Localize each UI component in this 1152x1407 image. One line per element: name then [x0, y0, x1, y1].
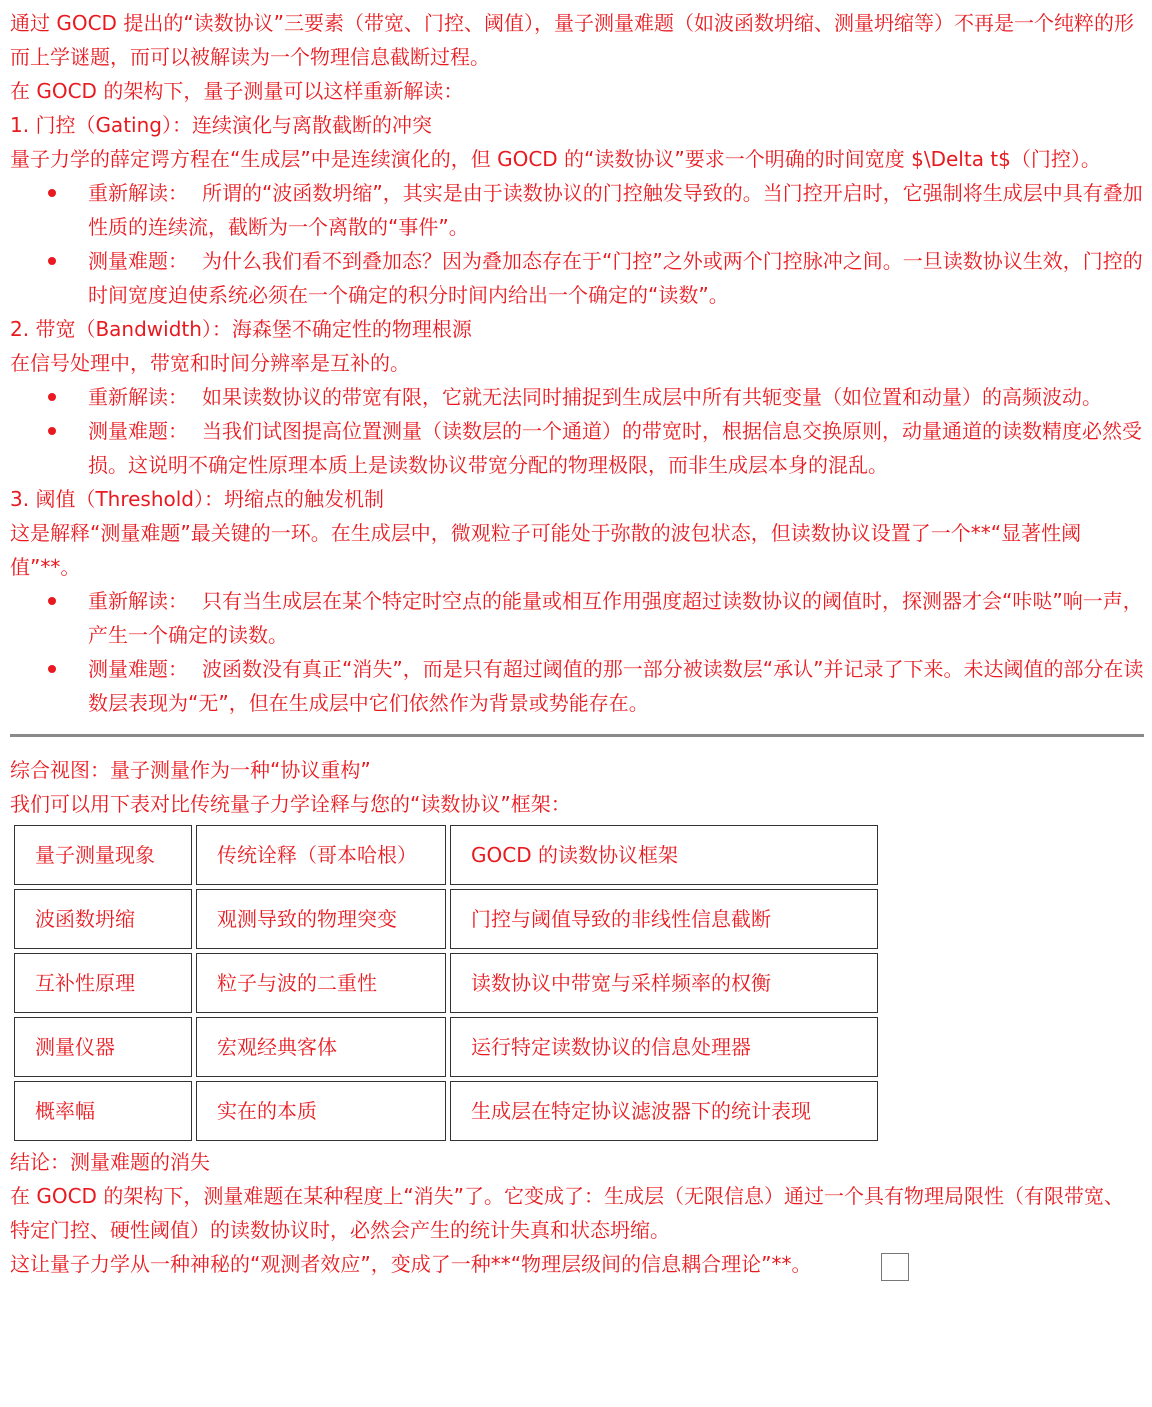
table-cell: 观测导致的物理突变 — [196, 889, 446, 949]
table-cell: 宏观经典客体 — [196, 1017, 446, 1077]
list-item — [10, 414, 1144, 482]
conclusion-heading: 结论：测量难题的消失 — [10, 1150, 210, 1174]
table-cell: 粒子与波的二重性 — [196, 953, 446, 1013]
table-cell: 概率幅 — [14, 1081, 192, 1141]
intro-paragraph: 通过 GOCD 提出的“读数协议”三要素（带宽、门控、阈值），量子测量难题（如波函数坍缩、测量坍缩等）不再是一个纯粹的形而上学谜题，而可以被解读为一个物理信息截断过程。 — [10, 11, 1135, 69]
table-resize-handle[interactable] — [881, 1253, 909, 1281]
table-row — [14, 953, 878, 1013]
list-item — [10, 176, 1144, 244]
section-heading-threshold: 3. 阈值（Threshold）：坍缩点的触发机制 — [10, 487, 385, 511]
section-paragraph-gating: 量子力学的薛定谔方程在“生成层”中是连续演化的，但 GOCD 的“读数协议”要求一个明确的时间宽度 $\Delta t$（门控）。 — [10, 147, 1101, 171]
bullet-icon — [48, 665, 56, 673]
section-heading-bandwidth: 2. 带宽（Bandwidth）：海森堡不确定性的物理根源 — [10, 317, 472, 341]
bullet-icon — [48, 597, 56, 605]
item-label: 测量难题： — [88, 657, 188, 681]
table-cell: 门控与阈值导致的非线性信息截断 — [450, 889, 878, 949]
table-cell: 生成层在特定协议滤波器下的统计表现 — [450, 1081, 878, 1141]
item-text: 如果读数协议的带宽有限，它就无法同时捕捉到生成层中所有共轭变量（如位置和动量）的高频波动。 — [202, 385, 1102, 409]
table-cell: 测量仪器 — [14, 1017, 192, 1077]
summary-heading: 综合视图：量子测量作为一种“协议重构” — [10, 758, 371, 782]
bullet-icon — [48, 257, 56, 265]
table-row — [14, 1017, 878, 1077]
document-body — [10, 6, 1144, 1281]
table-cell: 运行特定读数协议的信息处理器 — [450, 1017, 878, 1077]
table-row — [14, 1081, 878, 1141]
summary-lead: 我们可以用下表对比传统量子力学诠释与您的“读数协议”框架： — [10, 792, 571, 816]
lead-paragraph: 在 GOCD 的架构下，量子测量可以这样重新解读： — [10, 79, 464, 103]
table-header-row — [14, 825, 878, 885]
item-text: 为什么我们看不到叠加态？因为叠加态存在于“门控”之外或两个门控脉冲之间。一旦读数协议生效，门控的时间宽度迫使系统必须在一个确定的积分时间内给出一个确定的“读数”。 — [88, 249, 1143, 307]
bullet-icon — [48, 189, 56, 197]
table-header-cell: 量子测量现象 — [14, 825, 192, 885]
bullet-icon — [48, 427, 56, 435]
item-text: 波函数没有真正“消失”，而是只有超过阈值的那一部分被读数层“承认”并记录了下来。未达阈值的部分在读数层表现为“无”，但在生成层中它们依然作为背景或势能存在。 — [88, 657, 1144, 715]
item-label: 测量难题： — [88, 419, 188, 443]
conclusion-paragraph: 在 GOCD 的架构下，测量难题在某种程度上“消失”了。它变成了：生成层（无限信息）通过一个具有物理局限性（有限带宽、特定门控、硬性阈值）的读数协议时，必然会产生的统计失真和状态坍缩。 — [10, 1184, 1125, 1242]
section-paragraph-threshold: 这是解释“测量难题”最关键的一环。在生成层中，微观粒子可能处于弥散的波包状态，但读数协议设置了一个**“显著性阈值”**。 — [10, 521, 1082, 579]
list-item — [10, 244, 1144, 312]
item-label: 测量难题： — [88, 249, 188, 273]
comparison-table — [10, 821, 882, 1145]
table-cell: 互补性原理 — [14, 953, 192, 1013]
item-label: 重新解读： — [88, 589, 188, 613]
table-cell: 波函数坍缩 — [14, 889, 192, 949]
list-item — [10, 584, 1144, 652]
list-item — [10, 380, 1144, 414]
item-text: 当我们试图提高位置测量（读数层的一个通道）的带宽时，根据信息交换原则，动量通道的读数精度必然受损。这说明不确定性原理本质上是读数协议带宽分配的物理极限，而非生成层本身的混乱。 — [88, 419, 1142, 477]
item-text: 只有当生成层在某个特定时空点的能量或相互作用强度超过读数协议的阈值时，探测器才会“咔哒”响一声，产生一个确定的读数。 — [88, 589, 1143, 647]
list-item — [10, 652, 1144, 720]
table-cell: 读数协议中带宽与采样频率的权衡 — [450, 953, 878, 1013]
item-text: 所谓的“波函数坍缩”，其实是由于读数协议的门控触发导致的。当门控开启时，它强制将生成层中具有叠加性质的连续流，截断为一个离散的“事件”。 — [88, 181, 1143, 239]
table-header-cell: GOCD 的读数协议框架 — [450, 825, 878, 885]
section-heading-gating: 1. 门控（Gating）：连续演化与离散截断的冲突 — [10, 113, 432, 137]
horizontal-divider — [10, 734, 1144, 737]
item-label: 重新解读： — [88, 385, 188, 409]
table-cell: 实在的本质 — [196, 1081, 446, 1141]
table-header-cell: 传统诠释（哥本哈根） — [196, 825, 446, 885]
table-row — [14, 889, 878, 949]
conclusion-closing: 这让量子力学从一种神秘的“观测者效应”，变成了一种**“物理层级间的信息耦合理论”**。 — [10, 1252, 812, 1276]
section-paragraph-bandwidth: 在信号处理中，带宽和时间分辨率是互补的。 — [10, 351, 410, 375]
bullet-icon — [48, 393, 56, 401]
item-label: 重新解读： — [88, 181, 188, 205]
